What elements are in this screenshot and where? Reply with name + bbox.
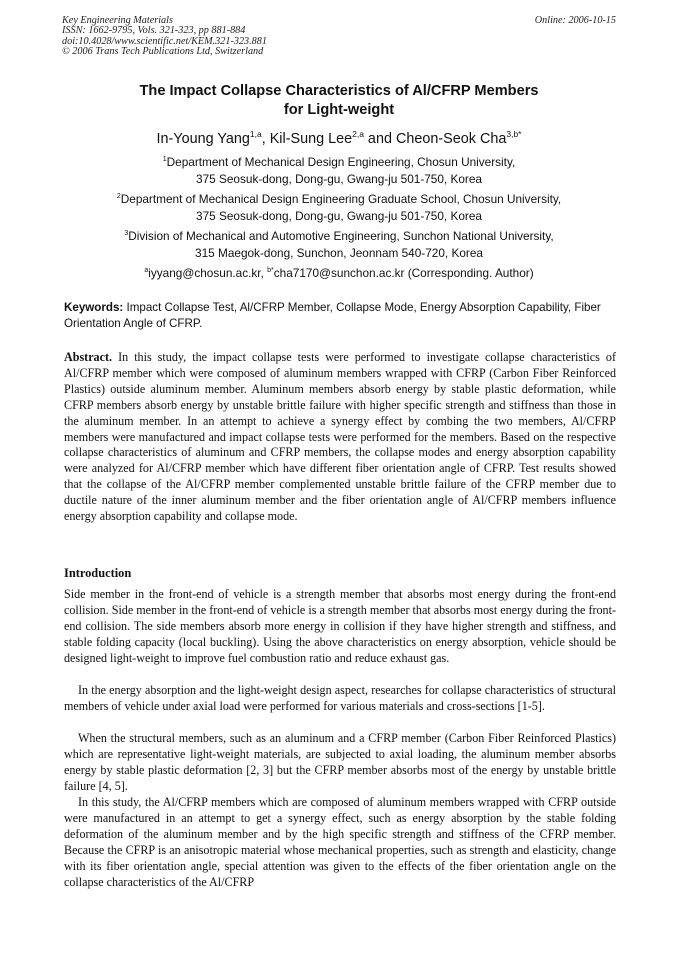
introduction-paragraph-1: Side member in the front-end of vehicle is a strength member that absorbs most energy during the front-end collision. Side member in the front-end of vehicle is a strength member that absorbs most energy during the front-end collision. The side members absorb more energy in collision if they have higher strength and stiffness, and stable folding capacity (local buckling). Using the above characteristics on energy absorption, vehicle should be designed light-weight to improve fuel combustion ratio and reduce exhaust gas. <box>64 587 616 665</box>
keywords-text: Impact Collapse Test, Al/CFRP Member, Collapse Mode, Energy Absorption Capability, Fiber Orientation Angle of CFRP. <box>64 301 601 330</box>
title-line-1: The Impact Collapse Characteristics of Al/CFRP Members <box>139 83 539 99</box>
affiliation-superscript: 1 <box>162 156 167 163</box>
abstract <box>64 350 616 525</box>
keywords <box>64 300 618 332</box>
affiliation-line: Department of Mechanical Design Engineering, Chosun University, <box>166 155 516 169</box>
author-emails <box>60 265 618 282</box>
email-superscript: b* <box>267 267 274 274</box>
affiliation-line: 375 Seosuk-dong, Dong-gu, Gwang-ju 501-750, Korea <box>196 209 482 223</box>
author-list <box>60 130 618 148</box>
affiliation-line: Division of Mechanical and Automotive Engineering, Sunchon National University, <box>128 229 554 243</box>
author-superscript: 3,b* <box>506 129 522 139</box>
author-superscript: 1,a <box>249 129 262 139</box>
email-address: cha7170@sunchon.ac.kr (Corresponding. Author) <box>273 266 534 280</box>
author-superscript: 2,a <box>352 129 364 139</box>
journal-name: Key Engineering Materials <box>62 15 173 26</box>
affiliation-line: 375 Seosuk-dong, Dong-gu, Gwang-ju 501-750, Korea <box>196 172 482 186</box>
paragraph-text: In the energy absorption and the light-weight design aspect, researches for collapse characteristics of structural members of vehicle under axial load were performed for various materials and cross-sections [1-5]. <box>64 683 616 713</box>
author-name: Cheon-Seok Cha <box>395 131 507 147</box>
issn-line: ISSN: 1662-9795, Vols. 321-323, pp 881-884 <box>62 25 246 37</box>
paper-title <box>60 82 618 120</box>
email-superscript: a <box>144 267 149 274</box>
author-separator: , <box>261 131 270 147</box>
title-line-2: for Light-weight <box>283 102 395 118</box>
author-separator: and <box>363 131 396 147</box>
affiliation-1 <box>60 154 618 188</box>
section-heading-introduction: Introduction <box>64 566 132 580</box>
affiliation-line: 315 Maegok-dong, Sunchon, Jeonnam 540-720, Korea <box>195 246 483 260</box>
introduction-paragraph-4 <box>64 795 616 890</box>
email-address: iyyang@chosun.ac.kr, <box>148 266 268 280</box>
introduction-paragraph-3 <box>64 731 616 795</box>
abstract-label: Abstract. <box>64 350 113 364</box>
author-name: In-Young Yang <box>156 131 250 147</box>
paragraph-text: When the structural members, such as an aluminum and a CFRP member (Carbon Fiber Reinforced Plastics) which are representative light-weight materials, are subjected to axial loading, the aluminum member absorbs energy by stable plastic deformation [2, 3] but the CFRP member absorbs most of the energy by unstable brittle failure [4, 5]. <box>64 731 616 793</box>
author-name: Kil-Sung Lee <box>269 131 353 147</box>
doi-line: doi:10.4028/www.scientific.net/KEM.321-323.881 <box>62 35 267 47</box>
introduction-paragraph-2 <box>64 683 616 715</box>
paragraph-text: In this study, the Al/CFRP members which are composed of aluminum members wrapped with CFRP outside were manufactured in an attempt to get a synergy effect, such as energy absorption by the stable folding deformation of the aluminum member and by the high specific strength and stiffness of the CFRP member. Because the CFRP is an anisotropic material whose mechanical properties, such as strength and elasticity, change with its fiber orientation angle, special attention was given to the effects of the fiber orientation angle on the collapse characteristics of the Al/CFRP <box>64 795 616 889</box>
journal-header <box>62 16 616 58</box>
affiliation-superscript: 3 <box>124 230 129 237</box>
copyright-line: © 2006 Trans Tech Publications Ltd, Switzerland <box>62 46 264 58</box>
affiliation-superscript: 2 <box>116 193 121 200</box>
abstract-text: In this study, the impact collapse tests were performed to investigate collapse characteristics of Al/CFRP member which were composed of aluminum members wrapped with CFRP (Carbon Fiber Reinforced Plastics) outside aluminum member. Aluminum members absorb energy by stable plastic deformation, while CFRP members absorb energy by unstable brittle failure with higher specific strength and stiffness than those in the aluminum member. In an attempt to achieve a synergy effect by combing the two members, Al/CFRP members were manufactured and impact collapse tests were performed for the members. Based on the respective collapse characteristics of aluminum and CFRP members, the collapse modes and energy absorption capability were analyzed for Al/CFRP member which have different fiber orientation angle of CFRP. Test results showed that the collapse of the Al/CFRP member complemented unstable brittle failure of the CFRP member due to ductile nature of the inner aluminum member and the fiber orientation angle of Al/CFRP members influence energy absorption capability and collapse mode. <box>64 350 616 524</box>
affiliation-2 <box>60 191 618 225</box>
online-date: Online: 2006-10-15 <box>534 15 616 26</box>
affiliation-3 <box>60 228 618 262</box>
keywords-label: Keywords: <box>64 301 124 314</box>
affiliation-line: Department of Mechanical Design Engineering Graduate School, Chosun University, <box>120 192 562 206</box>
